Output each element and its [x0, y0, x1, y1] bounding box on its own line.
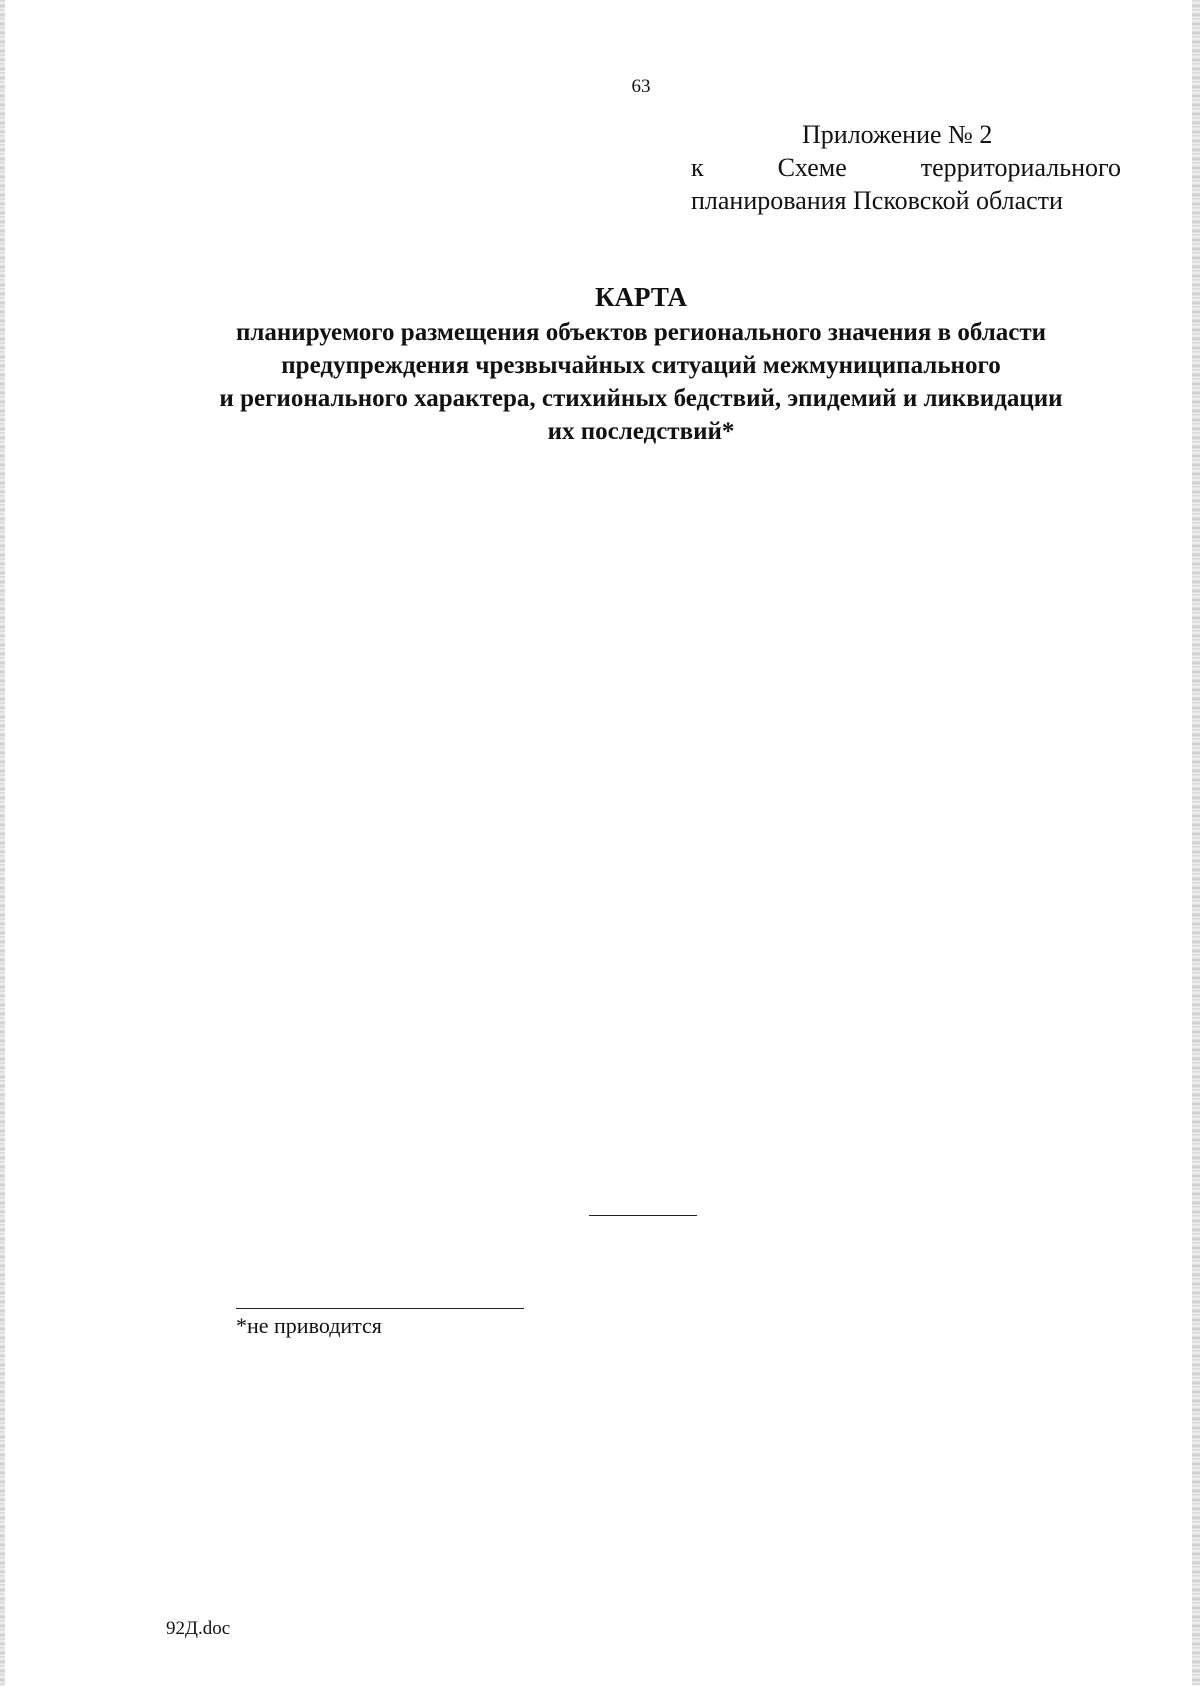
document-subtitle: [0, 316, 1200, 448]
appendix-line-2: [691, 151, 1121, 184]
appendix-word: территориального: [920, 153, 1121, 182]
appendix-title: Приложение № 2: [802, 120, 993, 149]
appendix-word: к: [691, 153, 704, 182]
footnote-divider: [236, 1308, 524, 1309]
page-number: 63: [631, 76, 651, 97]
appendix-word: Схеме: [777, 153, 847, 182]
appendix-line-3: планирования Псковской области: [691, 186, 1063, 215]
end-divider: [589, 1215, 697, 1216]
subtitle-line: и регионального характера, стихийных бедствий, эпидемий и ликвидации: [219, 385, 1063, 412]
subtitle-line: планируемого размещения объектов регионального значения в области: [235, 319, 1047, 346]
scan-edge-right: [1192, 0, 1200, 1686]
document-heading: КАРТА: [594, 282, 688, 312]
subtitle-line: их последствий*: [547, 418, 735, 445]
scan-edge-left: [0, 0, 5, 1686]
footer-filename: 92Д.doc: [166, 1618, 231, 1639]
appendix-block: [691, 118, 1121, 217]
footnote-text: *не приводится: [236, 1313, 382, 1338]
subtitle-line: предупреждения чрезвычайных ситуаций межмуниципального: [281, 352, 1001, 379]
